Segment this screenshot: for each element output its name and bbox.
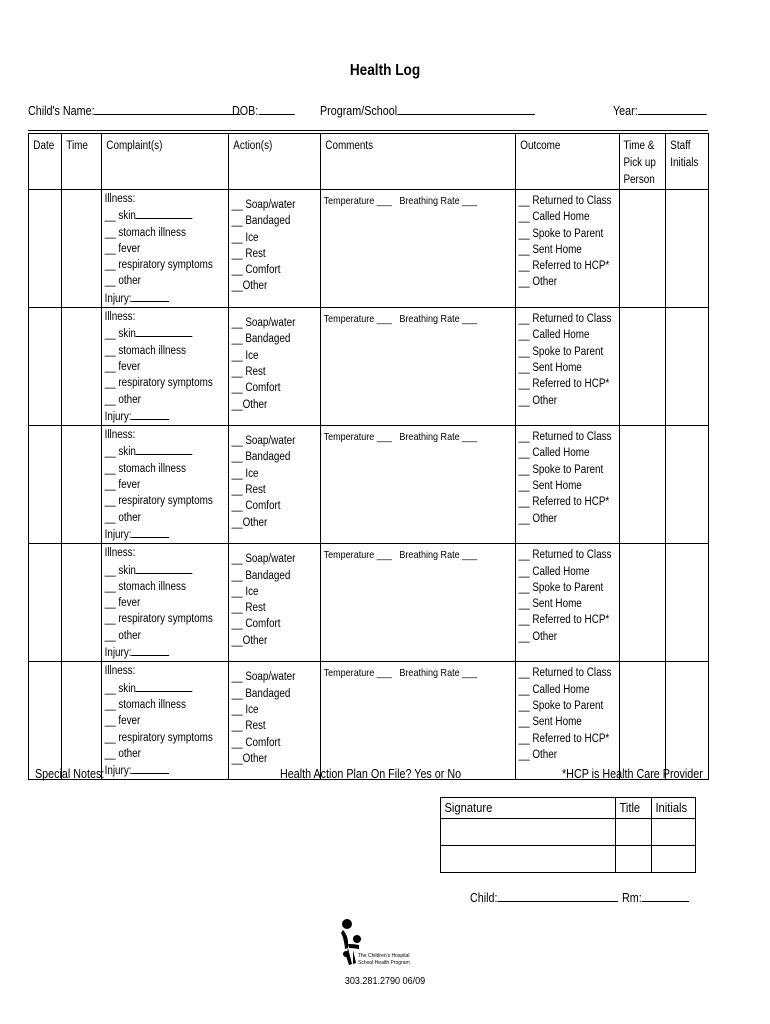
complaints-cell[interactable] [102,308,229,426]
outcome-line: __ Other [518,512,558,525]
temperature-label: Temperature ___ [323,313,392,326]
complaint-line-blank[interactable] [136,680,193,692]
time-cell[interactable] [62,544,102,662]
action-line: __ Comfort [231,736,281,749]
column-header-staff-initials: Staff Initials [666,134,709,190]
pickup-cell[interactable] [620,662,666,780]
year-blank[interactable] [638,102,707,115]
complaint-line-blank[interactable] [136,443,193,455]
action-line: __ Bandaged [231,569,291,582]
complaints-cell[interactable] [102,190,229,308]
action-line: __ Bandaged [231,451,291,464]
column-header-time: Time [62,134,102,190]
actions-cell[interactable] [229,308,321,426]
signature-cell[interactable] [441,819,616,846]
complaint-line-blank[interactable] [132,526,170,538]
table-row [29,308,709,426]
action-line: __ Comfort [231,264,281,277]
action-line: __ Soap/water [231,671,296,684]
child-label: Child: [470,891,498,905]
column-header-comments: Comments [321,134,516,190]
outcome-line: __ Other [518,276,558,289]
staff-initials-cell[interactable] [666,308,709,426]
child-field[interactable] [470,889,618,905]
room-label: Rm: [622,891,642,905]
date-cell[interactable] [29,662,62,780]
childs-name-label: Child's Name: [28,104,95,118]
outcome-line: __ Called Home [518,565,590,578]
complaint-line: __ skin [105,207,211,224]
complaint-line-blank[interactable] [132,408,170,420]
breathing-rate-label: Breathing Rate ___ [399,549,478,562]
complaint-line: __ fever [104,242,141,255]
comments-cell[interactable] [321,190,516,308]
health-log-table [28,133,709,780]
initials-cell[interactable] [652,819,696,846]
complaint-line: __ other [104,747,141,760]
action-line: __ Comfort [231,618,281,631]
title-header: Title [616,798,652,819]
comments-cell[interactable] [321,426,516,544]
outcome-line: __ Referred to HCP* [518,614,610,627]
complaint-line: __ skin [105,325,211,342]
title-cell[interactable] [616,846,652,873]
signature-row [441,819,696,846]
outcome-cell[interactable] [516,426,620,544]
breathing-rate-label: Breathing Rate ___ [399,313,478,326]
special-notes-label: Special Notes: [35,767,105,781]
initials-header: Initials [652,798,696,819]
outcome-cell[interactable] [516,190,620,308]
dob-field[interactable] [232,102,294,118]
outcome-line: __ Called Home [518,683,590,696]
outcome-line: __ Spoke to Parent [518,463,604,476]
outcome-line: __ Spoke to Parent [518,227,604,240]
program-school-field[interactable] [320,102,535,118]
complaint-line: __ fever [104,597,141,610]
complaint-line: __ stomach illness [104,580,186,593]
complaint-line-blank[interactable] [136,207,193,219]
action-line: __ Bandaged [231,333,291,346]
outcome-line: __ Spoke to Parent [518,581,604,594]
table-row [29,662,709,780]
complaint-line: __ stomach illness [104,698,186,711]
complaint-line: Injury: [105,644,211,661]
action-line: __ Rest [231,720,266,733]
complaint-line: __ fever [104,479,141,492]
page-title: Health Log [349,62,421,79]
action-line: __ Comfort [231,382,281,395]
childs-name-field[interactable] [28,102,241,118]
outcome-line: __ Referred to HCP* [518,732,610,745]
actions-cell[interactable] [229,426,321,544]
signature-row [441,846,696,873]
complaints-cell[interactable] [102,426,229,544]
outcome-line: __ Called Home [518,211,590,224]
column-header-actions: Action(s) [229,134,321,190]
pickup-cell[interactable] [620,190,666,308]
complaint-line: __ other [104,275,141,288]
complaints-cell[interactable] [102,544,229,662]
temperature-label: Temperature ___ [323,667,392,680]
comments-cell[interactable] [321,662,516,780]
breathing-rate-label: Breathing Rate ___ [399,195,478,207]
table-row [29,190,709,308]
complaint-line: Illness: [104,311,136,324]
temperature-label: Temperature ___ [323,195,392,207]
column-header-outcome: Outcome [516,134,620,190]
signature-header: Signature [441,798,616,819]
breathing-rate-label: Breathing Rate ___ [399,431,478,444]
logo-text [358,953,410,967]
action-line: __Other [231,634,268,647]
complaint-line: __ stomach illness [104,344,186,357]
complaint-line: Injury: [105,526,211,543]
complaint-line: __ respiratory symptoms [104,495,213,508]
complaint-line: __ respiratory symptoms [104,731,213,744]
complaint-line: __ stomach illness [104,226,186,239]
outcome-cell[interactable] [516,662,620,780]
staff-initials-cell[interactable] [666,426,709,544]
outcome-line: __ Returned to Class [518,667,612,680]
complaint-line: __ respiratory symptoms [104,613,213,626]
complaint-line: __ respiratory symptoms [104,377,213,390]
actions-cell[interactable] [229,544,321,662]
complaint-line: Injury: [105,762,211,779]
pickup-cell[interactable] [620,426,666,544]
complaint-line-blank[interactable] [132,290,170,302]
table-row [29,426,709,544]
room-field[interactable] [622,889,689,905]
complaint-line: __ other [104,511,141,524]
outcome-line: __ Sent Home [518,361,582,374]
complaint-line: Illness: [104,547,136,560]
action-line: __Other [231,516,268,529]
complaint-line-blank[interactable] [132,644,170,656]
outcome-line: __ Other [518,748,558,761]
outcome-line: __ Sent Home [518,480,582,493]
signature-header-row [441,798,696,819]
complaint-line-blank[interactable] [136,325,193,337]
pickup-cell[interactable] [620,544,666,662]
action-line: __ Ice [231,467,259,480]
outcome-line: __ Sent Home [518,243,582,256]
actions-cell[interactable] [229,662,321,780]
action-line: __ Soap/water [231,435,296,448]
action-line: __ Ice [231,703,259,716]
action-line: __ Rest [231,484,266,497]
date-cell[interactable] [29,190,62,308]
year-label: Year: [613,104,638,118]
action-line: __ Rest [231,247,266,260]
complaint-line: __ fever [104,360,141,373]
outcome-line: __ Returned to Class [518,549,612,562]
year-field[interactable] [613,102,707,118]
outcome-line: __ Referred to HCP* [518,496,610,509]
outcome-line: __ Spoke to Parent [518,345,604,358]
complaint-line: __ stomach illness [104,462,186,475]
staff-initials-cell[interactable] [666,662,709,780]
outcome-line: __ Other [518,394,558,407]
action-line: __ Ice [231,231,259,244]
complaint-line: __ respiratory symptoms [104,259,213,272]
breathing-rate-label: Breathing Rate ___ [399,667,478,680]
table-header-row [29,134,709,190]
dob-label: DOB: [232,104,259,118]
logo-line-2: School Health Program [358,960,410,966]
outcome-line: __ Spoke to Parent [518,699,604,712]
outcome-line: __ Referred to HCP* [518,378,610,391]
header-divider [28,130,708,131]
complaint-line: __ skin [105,562,211,579]
child-blank[interactable] [497,889,617,902]
date-cell[interactable] [29,544,62,662]
action-line: __ Comfort [231,500,281,513]
outcome-line: __ Called Home [518,447,590,460]
column-header-pickup: Time & Pick up Person [620,134,666,190]
action-line: __Other [231,752,268,765]
program-school-blank[interactable] [397,102,535,115]
date-cell[interactable] [29,308,62,426]
outcome-line: __ Other [518,630,558,643]
time-cell[interactable] [62,662,102,780]
action-line: __ Bandaged [231,687,291,700]
action-line: __ Soap/water [231,199,296,211]
hcp-footnote: *HCP is Health Care Provider [562,767,703,781]
initials-cell[interactable] [652,846,696,873]
staff-initials-cell[interactable] [666,190,709,308]
action-line: __Other [231,398,268,411]
staff-initials-cell[interactable] [666,544,709,662]
room-blank[interactable] [642,889,689,902]
complaint-line: __ skin [105,443,211,460]
time-cell[interactable] [62,308,102,426]
health-action-plan-question: Health Action Plan On File? Yes or No [280,767,462,781]
action-line: __Other [231,280,268,293]
column-header-date: Date [29,134,62,190]
temperature-label: Temperature ___ [323,431,392,444]
complaint-line: __ other [104,393,141,406]
logo-line-1: The Children's Hospital [358,953,410,959]
complaint-line-blank[interactable] [132,762,170,774]
complaint-line: Injury: [105,408,211,425]
complaint-line: __ other [104,629,141,642]
complaint-line: Illness: [104,665,136,678]
outcome-line: __ Returned to Class [518,313,612,326]
time-cell[interactable] [62,190,102,308]
complaints-cell[interactable] [102,662,229,780]
action-line: __ Soap/water [231,317,296,330]
outcome-line: __ Returned to Class [518,195,612,207]
dob-blank[interactable] [258,102,294,115]
actions-cell[interactable] [229,190,321,308]
signature-table [440,797,696,873]
action-line: __ Soap/water [231,553,296,566]
outcome-line: __ Called Home [518,329,590,342]
complaint-line: __ skin [105,680,211,697]
signature-cell[interactable] [441,846,616,873]
complaint-line: Injury: [105,290,211,307]
comments-cell[interactable] [321,544,516,662]
outcome-line: __ Sent Home [518,716,582,729]
outcome-line: __ Returned to Class [518,431,612,444]
pickup-cell[interactable] [620,308,666,426]
action-line: __ Ice [231,349,259,362]
complaint-line: __ fever [104,715,141,728]
comments-cell[interactable] [321,308,516,426]
outcome-cell[interactable] [516,308,620,426]
date-cell[interactable] [29,426,62,544]
time-cell[interactable] [62,426,102,544]
table-row [29,544,709,662]
complaint-line: Illness: [104,193,136,205]
action-line: __ Ice [231,585,259,598]
column-header-complaints: Complaint(s) [102,134,229,190]
temperature-label: Temperature ___ [323,549,392,562]
complaint-line: Illness: [104,429,136,442]
outcome-line: __ Sent Home [518,598,582,611]
contact-line: 303.281.2790 06/09 [344,975,426,987]
childs-name-blank[interactable] [95,102,241,115]
complaint-line-blank[interactable] [136,562,193,574]
outcome-line: __ Referred to HCP* [518,260,610,273]
outcome-cell[interactable] [516,544,620,662]
program-school-label: Program/School [320,104,398,118]
action-line: __ Rest [231,602,266,615]
title-cell[interactable] [616,819,652,846]
action-line: __ Rest [231,365,266,378]
action-line: __ Bandaged [231,215,291,228]
